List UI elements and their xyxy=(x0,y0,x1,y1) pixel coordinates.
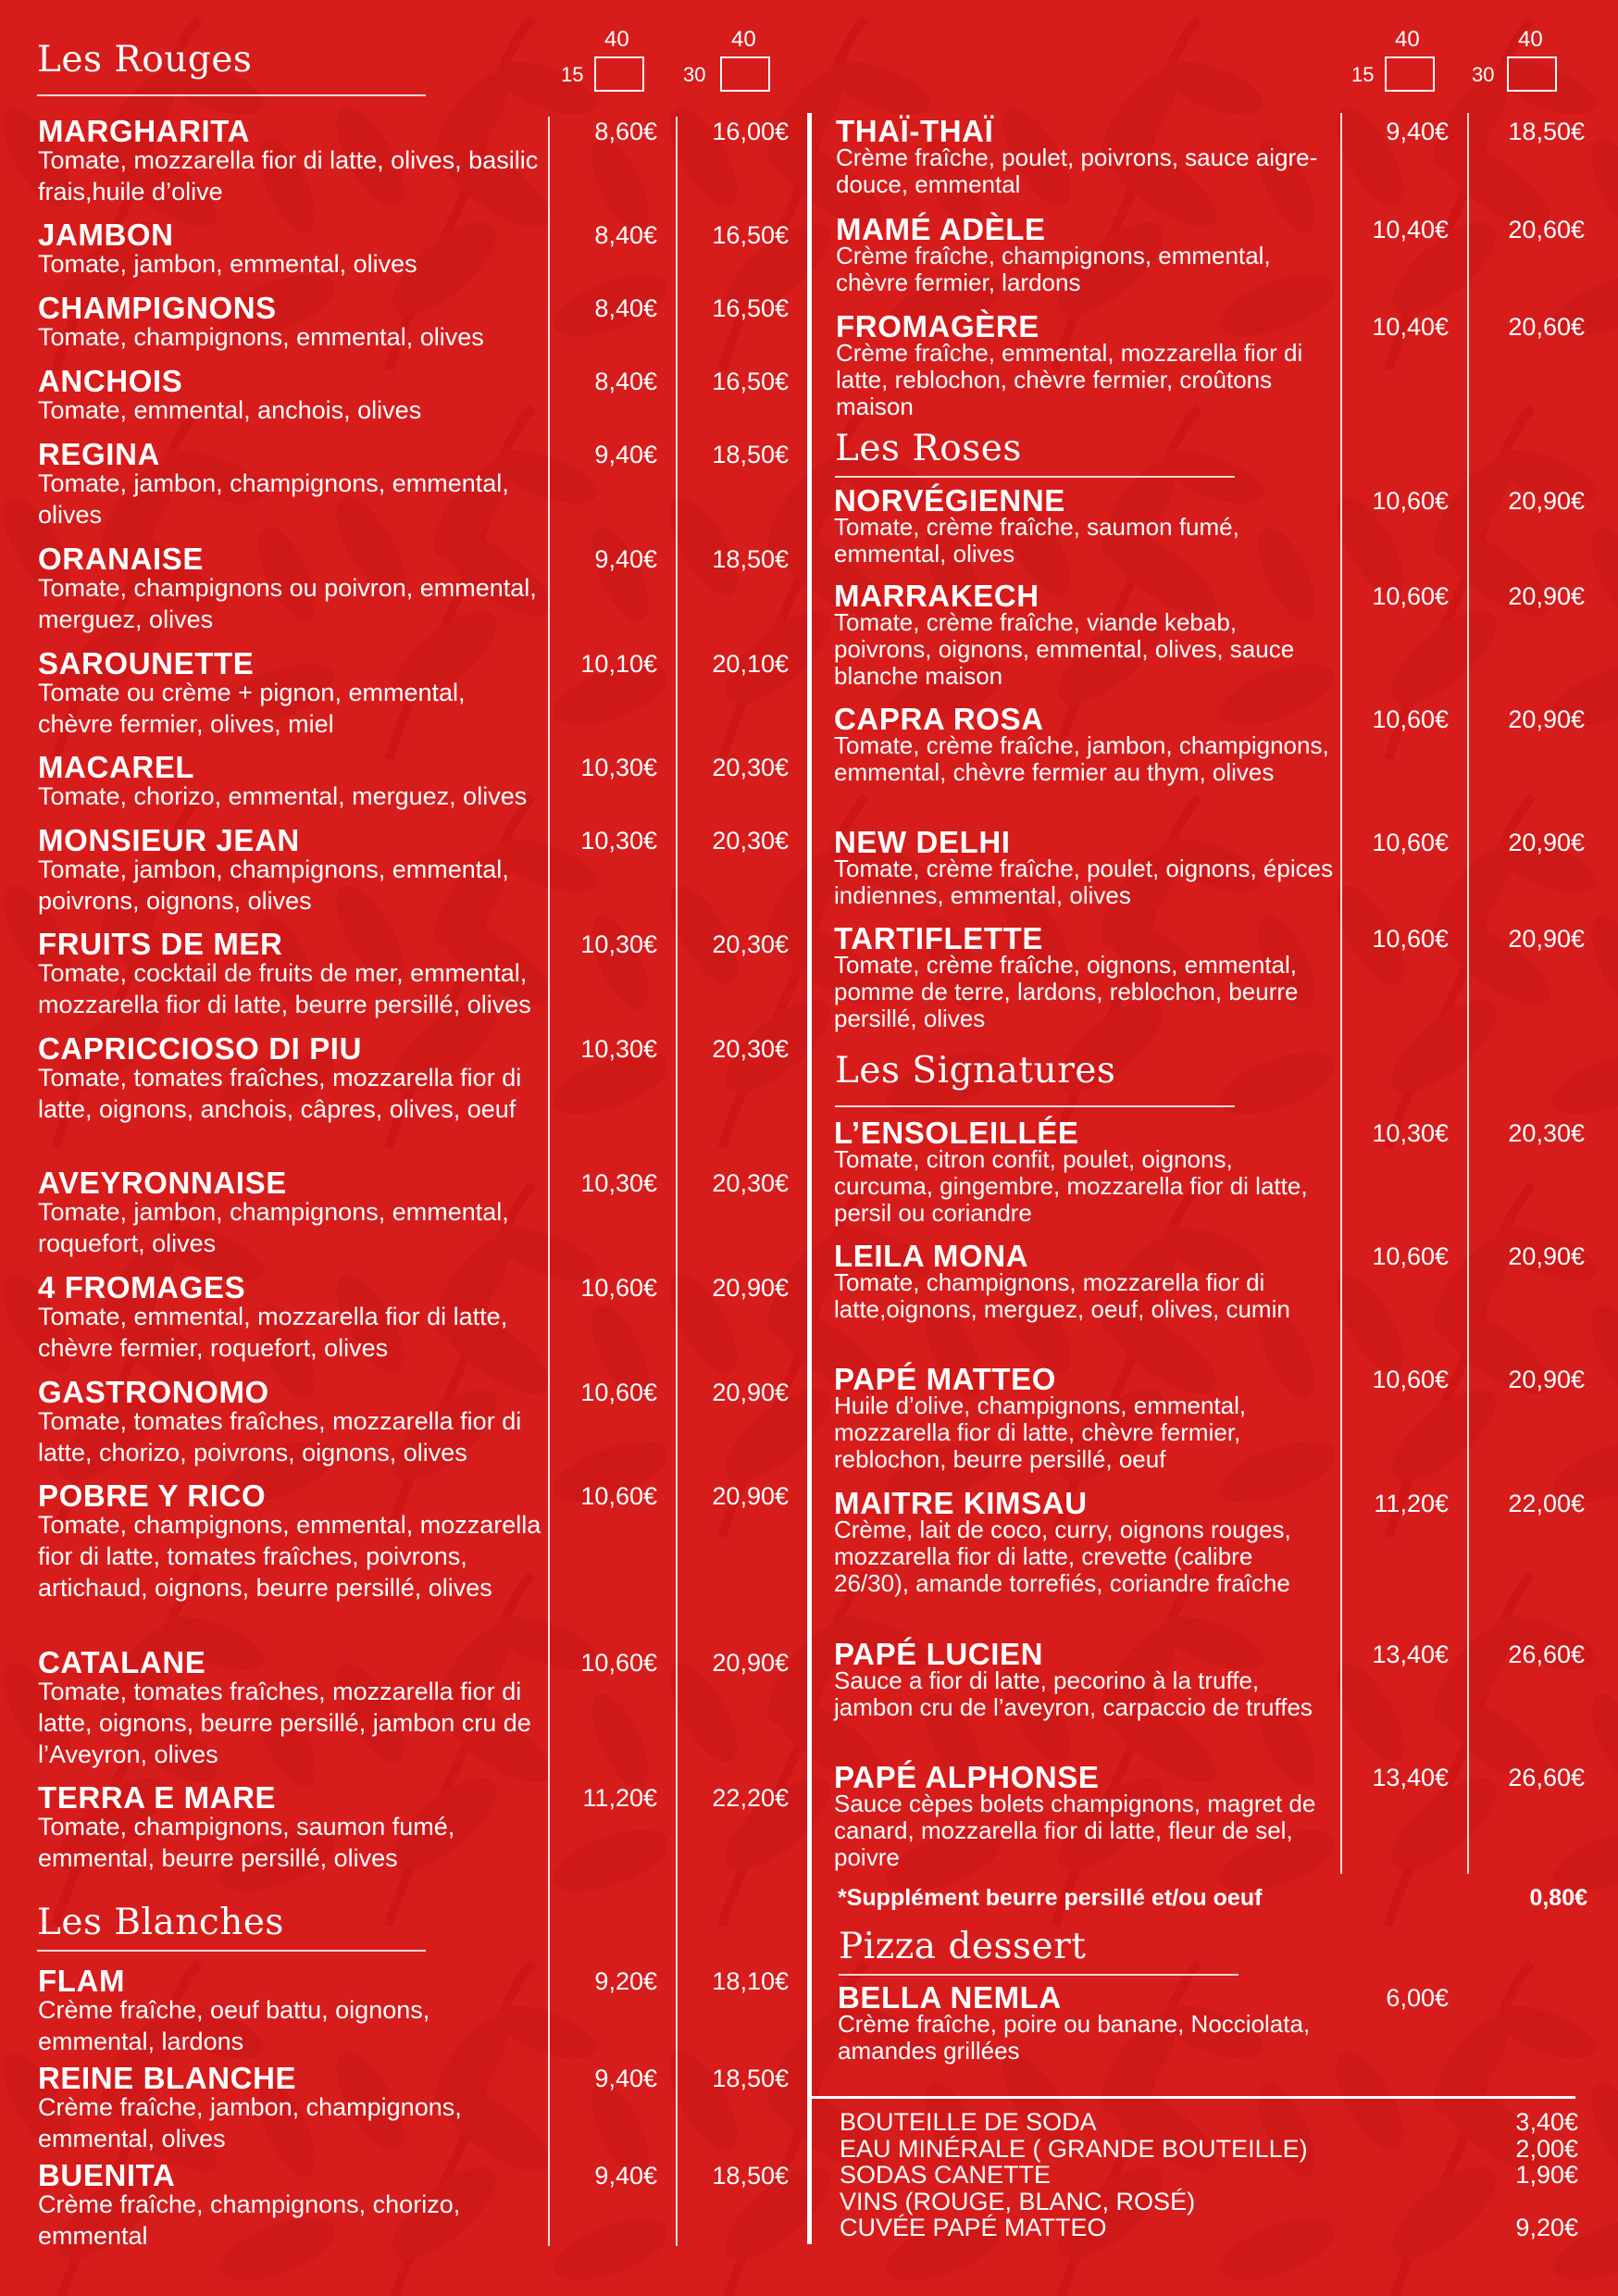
pizza-name: REGINA xyxy=(38,437,160,471)
pizza-description: Tomate, crème fraîche, poulet, oignons, épices indiennes, emmental, olives xyxy=(834,855,1334,909)
drink-price: 2,00€ xyxy=(1515,2134,1578,2163)
price-small: 9,40€ xyxy=(594,2065,657,2092)
price-small: 10,60€ xyxy=(1372,1242,1449,1270)
price-small: 10,60€ xyxy=(1372,925,1449,953)
price-small: 8,40€ xyxy=(594,221,657,249)
price-small: 9,40€ xyxy=(594,441,657,468)
pizza-description: Tomate, champignons, mozzarella fior di latte,oignons, merguez, oeuf, olives, cumin xyxy=(834,1268,1290,1323)
price-large: 18,50€ xyxy=(712,2162,789,2190)
pizza-description: Tomate, emmental, anchois, olives xyxy=(38,396,422,424)
price-large: 20,30€ xyxy=(712,754,789,781)
price-small: 10,60€ xyxy=(580,1649,657,1677)
price-small: 9,40€ xyxy=(1386,118,1449,145)
pizza-description: Tomate, jambon, champignons, emmental, olives xyxy=(38,469,509,529)
size-label-40: 40 xyxy=(731,27,756,52)
price-large: 20,90€ xyxy=(712,1274,789,1302)
price-large: 20,90€ xyxy=(1508,925,1585,953)
supplement-note: *Supplément beurre persillé et/ou oeuf xyxy=(838,1885,1263,1911)
pizza-description: Sauce a fior di latte, pecorino à la truffe, jambon cru de l’aveyron, carpaccio de truffes xyxy=(834,1666,1313,1721)
column-divider xyxy=(1340,113,1342,1874)
price-large: 18,10€ xyxy=(712,1967,789,1995)
price-small: 10,60€ xyxy=(1372,1366,1449,1393)
price-large: 20,90€ xyxy=(1508,1366,1585,1393)
price-small: 9,40€ xyxy=(594,545,657,573)
price-single: 6,00€ xyxy=(1386,1984,1449,2012)
price-small: 10,60€ xyxy=(1372,829,1449,856)
pizza-description: Tomate, champignons, saumon fumé, emmental, beurre persillé, olives xyxy=(38,1813,455,1872)
drink-price: 3,40€ xyxy=(1515,2108,1578,2136)
price-large: 18,50€ xyxy=(712,2065,789,2092)
price-large: 20,90€ xyxy=(712,1379,789,1406)
pizza-name: ANCHOIS xyxy=(38,364,183,398)
pizza-name: JAMBON xyxy=(38,218,174,252)
price-small: 8,60€ xyxy=(594,118,657,145)
pizza-name: ORANAISE xyxy=(38,542,204,576)
price-large: 20,30€ xyxy=(712,827,789,855)
pizza-name: PAPÉ LUCIEN xyxy=(834,1637,1044,1671)
pizza-name: BUENITA xyxy=(38,2158,176,2192)
price-small: 13,40€ xyxy=(1372,1764,1449,1791)
size-label-30: 30 xyxy=(683,63,706,86)
pizza-name: MARRAKECH xyxy=(834,579,1039,613)
pizza-name: MARGHARITA xyxy=(38,114,251,148)
price-large: 26,60€ xyxy=(1508,1641,1585,1668)
pizza-description: Sauce cèpes bolets champignons, magret de canard, mozzarella fior di latte, fleur de sel, poivre xyxy=(834,1790,1316,1871)
price-small: 10,30€ xyxy=(1372,1119,1449,1147)
pizza-description: Tomate, tomates fraîches, mozzarella fior di latte, chorizo, poivrons, oignons, olives xyxy=(38,1407,522,1466)
price-large: 20,90€ xyxy=(712,1482,789,1510)
section-rule xyxy=(835,1105,1235,1107)
pizza-name: REINE BLANCHE xyxy=(38,2061,297,2095)
pizza-name: CAPRA ROSA xyxy=(834,702,1044,736)
pizza-name: GASTRONOMO xyxy=(38,1375,269,1409)
price-large: 22,20€ xyxy=(712,1784,789,1812)
section-rule xyxy=(835,476,1235,478)
size-label-40: 40 xyxy=(604,27,629,52)
pizza-name: THAÏ-THAÏ xyxy=(836,114,994,148)
size-box-30 xyxy=(1507,56,1557,92)
drink-label: CUVÉE PAPÉ MATTEO xyxy=(840,2214,1107,2241)
price-small: 9,20€ xyxy=(594,1967,657,1995)
drink-label: VINS (ROUGE, BLANC, ROSÉ) xyxy=(840,2187,1196,2215)
price-large: 18,50€ xyxy=(712,545,789,573)
drink-price: 9,20€ xyxy=(1515,2214,1578,2241)
price-small: 9,40€ xyxy=(594,2162,657,2190)
pizza-description: Tomate, mozzarella fior di latte, olives, basilic frais,huile d’olive xyxy=(38,146,539,206)
pizza-description: Tomate, crème fraîche, viande kebab, poivrons, oignons, emmental, olives, sauce blanche maison xyxy=(834,608,1295,690)
price-large: 20,90€ xyxy=(1508,829,1585,856)
price-large: 16,50€ xyxy=(712,368,789,395)
price-small: 10,30€ xyxy=(580,754,657,781)
pizza-description: Crème fraîche, champignons, chorizo, emmental xyxy=(38,2190,461,2250)
pizza-description: Tomate, champignons, emmental, mozzarella fior di latte, tomates fraîches, poivrons, artichaud, oignons, beurre persillé, olives xyxy=(38,1511,541,1602)
size-label-15: 15 xyxy=(1351,63,1375,86)
pizza-description: Tomate, cocktail de fruits de mer, emmental, mozzarella fior di latte, beurre persillé, olives xyxy=(38,959,531,1018)
price-large: 20,90€ xyxy=(1508,582,1585,610)
price-small: 13,40€ xyxy=(1372,1641,1449,1668)
price-small: 10,60€ xyxy=(580,1482,657,1510)
price-small: 10,30€ xyxy=(580,1169,657,1197)
price-large: 16,50€ xyxy=(712,221,789,249)
price-large: 16,50€ xyxy=(712,294,789,322)
price-large: 20,90€ xyxy=(1508,1242,1585,1270)
pizza-description: Crème fraîche, jambon, champignons, emmental, olives xyxy=(38,2093,462,2152)
pizza-name: CAPRICCIOSO DI PIU xyxy=(38,1031,363,1066)
price-small: 10,60€ xyxy=(580,1274,657,1302)
price-small: 10,40€ xyxy=(1372,313,1449,341)
drink-label: EAU MINÉRALE ( GRANDE BOUTEILLE) xyxy=(840,2134,1308,2163)
drinks-rule xyxy=(807,2096,1575,2099)
pizza-name: FLAM xyxy=(38,1964,126,1998)
drink-label: BOUTEILLE DE SODA xyxy=(840,2108,1097,2136)
pizza-name: MAITRE KIMSAU xyxy=(834,1486,1088,1520)
right-column xyxy=(805,0,1618,2296)
pizza-description: Crème fraîche, emmental, mozzarella fior di latte, reblochon, chèvre fermier, croûtons maison xyxy=(836,339,1303,420)
pizza-name: TARTIFLETTE xyxy=(834,921,1043,955)
price-large: 20,60€ xyxy=(1508,216,1585,243)
price-large: 16,00€ xyxy=(712,118,789,145)
price-large: 26,60€ xyxy=(1508,1764,1585,1791)
size-label-30: 30 xyxy=(1472,63,1495,86)
pizza-description: Tomate ou crème + pignon, emmental, chèvre fermier, olives, miel xyxy=(38,679,466,738)
price-large: 20,30€ xyxy=(712,930,789,958)
price-large: 18,50€ xyxy=(712,441,789,468)
price-large: 20,90€ xyxy=(1508,705,1585,733)
size-box-30 xyxy=(720,56,770,92)
pizza-name: NEW DELHI xyxy=(834,825,1011,859)
price-large: 20,30€ xyxy=(712,1169,789,1197)
pizza-description: Tomate, jambon, emmental, olives xyxy=(38,250,417,278)
pizza-name: BELLA NEMLA xyxy=(838,1980,1062,2015)
price-large: 22,00€ xyxy=(1508,1490,1585,1517)
price-large: 20,10€ xyxy=(712,650,789,678)
price-large: 20,60€ xyxy=(1508,313,1585,341)
price-small: 8,40€ xyxy=(594,294,657,322)
section-title-rouges: Les Rouges xyxy=(37,39,253,81)
pizza-name: TERRA E MARE xyxy=(38,1780,277,1815)
price-large: 20,90€ xyxy=(1508,487,1585,515)
price-small: 10,60€ xyxy=(1372,582,1449,610)
section-title-signatures: Les Signatures xyxy=(835,1050,1116,1092)
pizza-name: CHAMPIGNONS xyxy=(38,291,277,325)
price-small: 10,30€ xyxy=(580,827,657,855)
price-small: 11,20€ xyxy=(582,1784,657,1812)
pizza-description: Crème fraîche, poulet, poivrons, sauce aigre-douce, emmental xyxy=(836,144,1318,198)
pizza-name: NORVÉGIENNE xyxy=(834,483,1065,518)
pizza-name: PAPÉ MATTEO xyxy=(834,1362,1057,1396)
price-large: 18,50€ xyxy=(1508,118,1585,145)
pizza-description: Tomate, tomates fraîches, mozzarella fior di latte, oignons, anchois, câpres, olives, oeuf xyxy=(38,1064,522,1123)
pizza-description: Tomate, champignons ou poivron, emmental, merguez, olives xyxy=(38,574,537,633)
pizza-name: 4 FROMAGES xyxy=(38,1270,246,1304)
pizza-description: Tomate, tomates fraîches, mozzarella fior di latte, oignons, beurre persillé, jambon cru de l’Aveyron, olives xyxy=(38,1678,531,1768)
pizza-name: CATALANE xyxy=(38,1645,206,1679)
pizza-description: Crème fraîche, champignons, emmental, chèvre fermier, lardons xyxy=(836,242,1271,296)
pizza-description: Crème fraîche, oeuf battu, oignons, emmental, lardons xyxy=(38,1996,430,2055)
column-divider xyxy=(1467,113,1469,1874)
pizza-name: FRUITS DE MER xyxy=(38,927,283,961)
pizza-description: Tomate, champignons, emmental, olives xyxy=(38,323,484,351)
size-box-15 xyxy=(1385,56,1435,92)
drinks-divider xyxy=(807,2096,812,2244)
price-small: 10,30€ xyxy=(580,1035,657,1063)
pizza-description: Tomate, emmental, mozzarella fior di latte, chèvre fermier, roquefort, olives xyxy=(38,1303,508,1362)
price-small: 10,60€ xyxy=(580,1379,657,1406)
price-large: 20,30€ xyxy=(712,1035,789,1063)
price-small: 10,10€ xyxy=(580,650,657,678)
section-title-dessert: Pizza dessert xyxy=(839,1926,1087,1967)
size-label-40: 40 xyxy=(1518,27,1543,52)
section-title-roses: Les Roses xyxy=(835,428,1022,469)
price-large: 20,30€ xyxy=(1508,1119,1585,1147)
pizza-name: MONSIEUR JEAN xyxy=(38,823,300,857)
pizza-description: Tomate, crème fraîche, saumon fumé, emmental, olives xyxy=(834,513,1239,568)
pizza-name: LEILA MONA xyxy=(834,1239,1029,1273)
pizza-description: Crème fraîche, poire ou banane, Nocciolata, amandes grillées xyxy=(838,2010,1311,2065)
pizza-description: Crème, lait de coco, curry, oignons rouges, mozzarella fior di latte, crevette (calibre 26/30), amande torrefiés, coriandre fraîche xyxy=(834,1516,1291,1597)
pizza-name: MACAREL xyxy=(38,750,195,784)
size-label-40: 40 xyxy=(1395,27,1420,52)
pizza-name: L’ENSOLEILLÉE xyxy=(834,1116,1079,1150)
section-title-blanches: Les Blanches xyxy=(37,1902,284,1943)
price-small: 10,60€ xyxy=(1372,487,1449,515)
price-small: 8,40€ xyxy=(594,368,657,395)
pizza-name: POBRE Y RICO xyxy=(38,1479,267,1513)
pizza-description: Tomate, jambon, champignons, emmental, roquefort, olives xyxy=(38,1198,509,1257)
pizza-name: AVEYRONNAISE xyxy=(38,1166,287,1200)
price-small: 10,40€ xyxy=(1372,216,1449,243)
pizza-name: MAMÉ ADÈLE xyxy=(836,212,1046,246)
section-rule xyxy=(37,1950,426,1952)
pizza-description: Huile d’olive, champignons, emmental, mozzarella fior di latte, chèvre fermier, reblochon, beurre persillé, oeuf xyxy=(834,1391,1247,1473)
section-rule xyxy=(839,1974,1238,1976)
size-label-15: 15 xyxy=(561,63,584,86)
drink-price: 1,90€ xyxy=(1515,2161,1578,2189)
supplement-price: 0,80€ xyxy=(1529,1885,1587,1911)
pizza-description: Tomate, crème fraîche, oignons, emmental, pomme de terre, lardons, reblochon, beurre persillé, olives xyxy=(834,951,1299,1032)
pizza-name: SAROUNETTE xyxy=(38,646,255,680)
pizza-description: Tomate, crème fraîche, jambon, champignons, emmental, chèvre fermier au thym, olives xyxy=(834,731,1329,786)
price-large: 20,90€ xyxy=(712,1649,789,1677)
pizza-description: Tomate, citron confit, poulet, oignons, curcuma, gingembre, mozzarella fior di latte, persil ou coriandre xyxy=(834,1145,1308,1227)
drink-label: SODAS CANETTE xyxy=(840,2161,1052,2189)
pizza-description: Tomate, chorizo, emmental, merguez, olives xyxy=(38,782,528,810)
price-small: 11,20€ xyxy=(1374,1490,1449,1517)
price-small: 10,60€ xyxy=(1372,705,1449,733)
pizza-description: Tomate, jambon, champignons, emmental, poivrons, oignons, olives xyxy=(38,855,509,915)
pizza-name: FROMAGÈRE xyxy=(836,309,1039,343)
section-rule xyxy=(37,94,426,96)
pizza-name: PAPÉ ALPHONSE xyxy=(834,1760,1100,1794)
price-small: 10,30€ xyxy=(580,930,657,958)
size-box-15 xyxy=(594,56,644,92)
